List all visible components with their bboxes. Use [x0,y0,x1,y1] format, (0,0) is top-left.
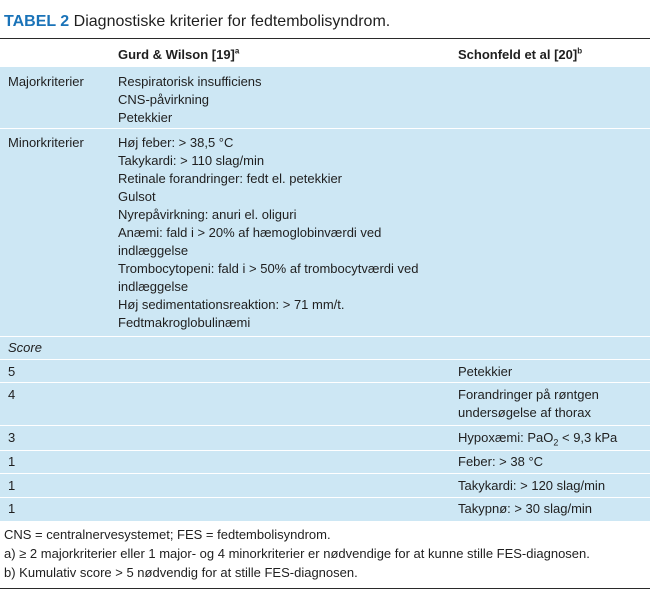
footnote-b: b) Kumulativ score > 5 nødvendig for at stille FES-diagnosen. [4,565,358,580]
footnote-marker-b: b [577,46,583,56]
table-caption: Diagnostiske kriterier for fedtembolisyndrom. [73,13,391,30]
score-value: 1 [8,478,16,493]
subscript: 2 [553,437,559,448]
score-value: 5 [8,364,16,379]
score-criterion: undersøgelse af thorax [458,405,591,420]
minor-criterion: indlæggelse [118,243,189,258]
row-separator [0,450,650,451]
table-number: TABEL 2 [4,13,70,30]
major-criterion: CNS-påvirkning [118,92,210,107]
score-criterion-text: < 9,3 kPa [558,430,618,445]
minor-criterion: Fedtmakroglobulinæmi [118,315,251,330]
minor-criterion: Trombocytopeni: fald i > 50% af trombocytværdi ved [118,261,419,276]
score-value: 1 [8,454,16,469]
column-header-gurd-wilson [118,46,239,64]
score-value: 3 [8,430,16,445]
major-criteria-label: Majorkriterier [8,74,84,89]
score-value: 4 [8,387,16,402]
score-criterion: Petekkier [458,364,513,379]
minor-criterion: Høj sedimentationsreaktion: > 71 mm/t. [118,297,345,312]
row-separator [0,425,650,426]
minor-criteria-label: Minorkriterier [8,135,84,150]
score-criterion: Feber: > 38 °C [458,454,544,469]
score-criterion: Takypnø: > 30 slag/min [458,501,593,516]
minor-criterion: Gulsot [118,189,156,204]
score-criterion [458,429,617,447]
minor-criterion: Høj feber: > 38,5 °C [118,135,234,150]
score-criterion-text: Hypoxæmi: PaO [458,430,554,445]
major-criterion: Respiratorisk insufficiens [118,74,262,89]
major-criterion: Petekkier [118,110,173,125]
score-criterion: Takykardi: > 120 slag/min [458,478,606,493]
row-separator [0,359,650,360]
footnote-marker-a: a [234,46,240,56]
row-separator [0,497,650,498]
top-rule [0,38,650,39]
score-criterion: Forandringer på røntgen [458,387,599,402]
column-header-schonfeld-text: Schonfeld et al [20] [458,47,578,62]
footnote-abbreviations: CNS = centralnervesystemet; FES = fedtembolisyndrom. [4,527,331,542]
table-body [0,67,650,521]
row-separator [0,473,650,474]
footnote-a: a) ≥ 2 majorkriterier eller 1 major- og 4 minorkriterier er nødvendige for at kunne stille FES-diagnosen. [4,546,590,561]
column-header-schonfeld [458,46,582,64]
bottom-rule [0,588,650,589]
score-label: Score [8,340,42,355]
row-separator [0,382,650,383]
minor-criterion: Nyrepåvirkning: anuri el. oliguri [118,207,297,222]
score-value: 1 [8,501,16,516]
minor-criterion: indlæggelse [118,279,189,294]
minor-criterion: Takykardi: > 110 slag/min [118,153,265,168]
column-header-gurd-wilson-text: Gurd & Wilson [19] [118,47,235,62]
table-title [4,12,390,32]
row-separator [0,336,650,337]
minor-criterion: Retinale forandringer: fedt el. petekkier [118,171,343,186]
row-separator [0,128,650,129]
minor-criterion: Anæmi: fald i > 20% af hæmoglobinværdi ved [118,225,382,240]
